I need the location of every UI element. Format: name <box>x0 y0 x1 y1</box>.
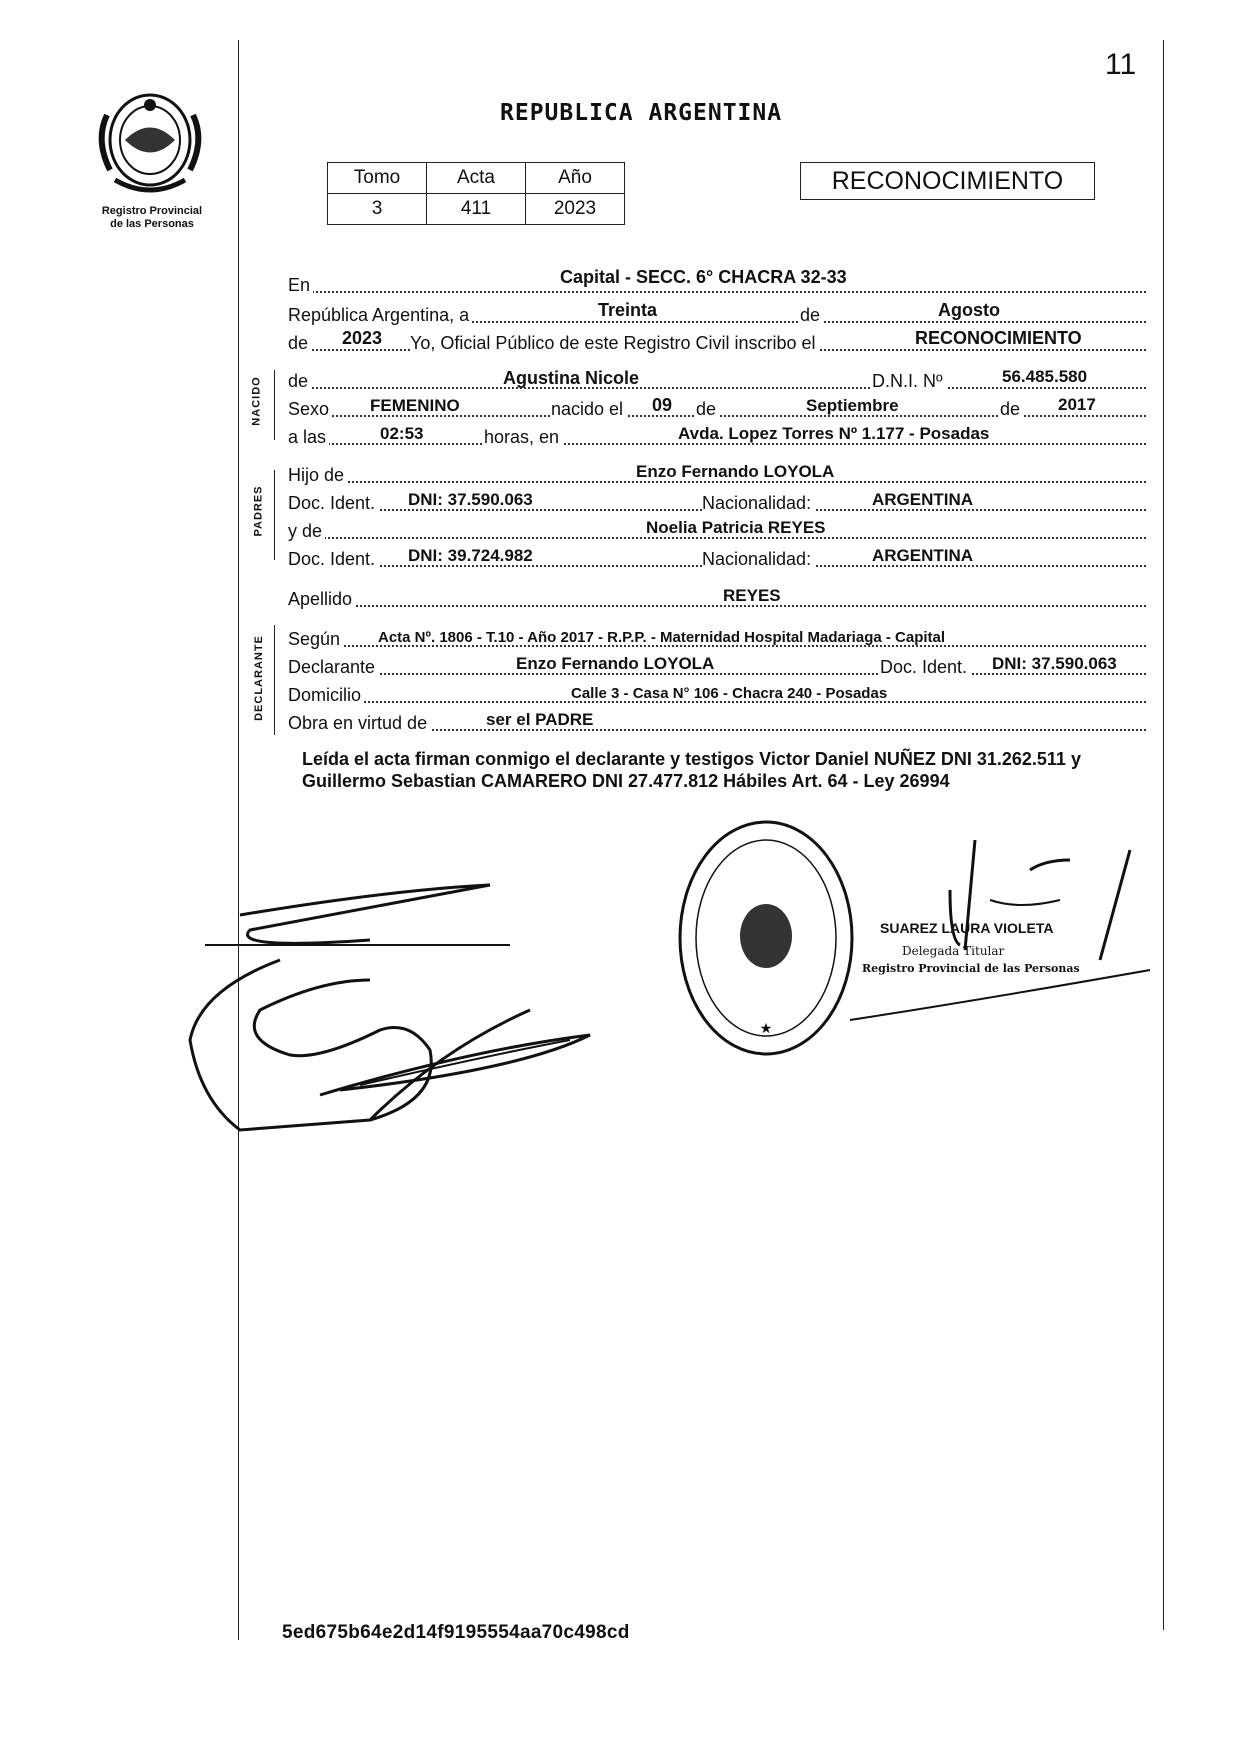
value-madre-doc: DNI: 39.724.982 <box>408 546 533 565</box>
row-padre <box>288 460 1146 486</box>
value-lugar-nac: Avda. Lopez Torres Nº 1.177 - Posadas <box>678 424 990 443</box>
value-dni: 56.485.580 <box>1002 367 1088 386</box>
officer-organization: Registro Provincial de las Personas <box>862 962 1080 975</box>
registry-value-anio: 2023 <box>526 194 625 225</box>
label-doc-ident-2: Doc. Ident. <box>288 549 378 570</box>
value-dia: Treinta <box>598 300 658 320</box>
label-de-mes-acta: de <box>800 305 823 326</box>
registry-header-anio: Año <box>526 163 625 194</box>
row-obra <box>288 708 1146 734</box>
row-fecha <box>288 300 1146 326</box>
row-lugar <box>288 267 1146 296</box>
record-type-box: RECONOCIMIENTO <box>800 162 1095 200</box>
value-madre: Noelia Patricia REYES <box>646 518 826 537</box>
svg-text:★: ★ <box>759 1021 773 1037</box>
value-madre-nac: ARGENTINA <box>872 546 974 565</box>
closing-note: Leída el acta firman conmigo el declarante y testigos Victor Daniel NUÑEZ DNI 31.262.511 y Guillermo Sebastian CAMARERO DNI 27.477.812 Hábiles Art. 64 - Ley 26994 <box>302 749 1081 791</box>
value-padre: Enzo Fernando LOYOLA <box>636 462 835 481</box>
row-hora <box>288 422 1146 448</box>
row-madre-doc <box>288 544 1146 570</box>
label-de-mes: de <box>696 399 719 420</box>
label-segun: Según <box>288 629 343 650</box>
registry-value-acta: 411 <box>427 194 526 225</box>
padres-section-line <box>274 470 275 560</box>
label-republica: República Argentina, a <box>288 305 472 326</box>
row-padre-doc <box>288 488 1146 514</box>
label-declarante: Declarante <box>288 657 378 678</box>
logo-caption-line2: de las Personas <box>110 218 194 230</box>
value-nac-anio: 2017 <box>1058 395 1096 414</box>
label-nacionalidad-2: Nacionalidad: <box>702 549 814 570</box>
row-madre <box>288 516 1146 542</box>
row-oficial <box>288 328 1146 354</box>
value-declarante-doc: DNI: 37.590.063 <box>992 654 1117 673</box>
document-title: REPUBLICA ARGENTINA <box>500 100 783 126</box>
value-sexo: FEMENINO <box>370 396 460 415</box>
label-sexo: Sexo <box>288 399 332 420</box>
value-nac-mes: Septiembre <box>806 396 899 415</box>
registry-header-acta: Acta <box>427 163 526 194</box>
value-segun: Acta Nº. 1806 - T.10 - Año 2017 - R.P.P. - Maternidad Hospital Madariaga - Capital <box>378 629 946 646</box>
province-emblem-logo <box>85 85 215 200</box>
side-label-padres: PADRES <box>252 485 265 537</box>
value-hora: 02:53 <box>380 424 424 443</box>
value-apellido: REYES <box>723 586 781 605</box>
row-apellido <box>288 584 1146 610</box>
label-doc-ident-3: Doc. Ident. <box>880 657 970 678</box>
value-mes: Agosto <box>938 300 1000 320</box>
declarante-section-line <box>274 625 275 735</box>
label-obra: Obra en virtud de <box>288 713 430 734</box>
label-de-anio-acta: de <box>288 333 311 354</box>
label-a-las: a las <box>288 427 329 448</box>
label-y-de: y de <box>288 521 325 542</box>
side-label-declarante: DECLARANTE <box>252 635 265 721</box>
value-anio: 2023 <box>342 328 383 348</box>
label-de-nombre: de <box>288 371 311 392</box>
officer-signature <box>830 830 1170 1050</box>
label-nacionalidad: Nacionalidad: <box>702 493 814 514</box>
nacido-section-line <box>274 370 275 440</box>
label-nacido-el: nacido el <box>551 399 626 420</box>
row-domicilio <box>288 680 1146 706</box>
registry-value-tomo: 3 <box>328 194 427 225</box>
label-de-anio: de <box>1000 399 1023 420</box>
value-domicilio: Calle 3 - Casa N° 106 - Chacra 240 - Posadas <box>571 685 888 702</box>
value-padre-nac: ARGENTINA <box>872 490 974 509</box>
label-apellido: Apellido <box>288 589 355 610</box>
value-lugar: Capital - SECC. 6° CHACRA 32-33 <box>560 267 847 287</box>
officer-name: SUAREZ LAURA VIOLETA <box>880 920 1054 936</box>
document-hash: 5ed675b64e2d14f9195554aa70c498cd <box>282 1622 630 1643</box>
value-declarante: Enzo Fernando LOYOLA <box>516 654 715 673</box>
left-margin-line <box>238 40 239 1640</box>
declarant-signature <box>170 870 730 1140</box>
label-hijo-de: Hijo de <box>288 465 347 486</box>
value-padre-doc: DNI: 37.590.063 <box>408 490 533 509</box>
label-dni: D.N.I. Nº <box>872 371 946 392</box>
row-segun <box>288 624 1146 650</box>
label-doc-ident: Doc. Ident. <box>288 493 378 514</box>
value-obra: ser el PADRE <box>486 710 594 729</box>
value-nac-dia: 09 <box>652 395 673 415</box>
registry-header-tomo: Tomo <box>328 163 427 194</box>
logo-caption-line1: Registro Provincial <box>101 205 203 217</box>
side-label-nacido: NACIDO <box>250 376 263 426</box>
label-domicilio: Domicilio <box>288 685 364 706</box>
page-number: 11 <box>1105 48 1137 81</box>
value-nombre: Agustina Nicole <box>503 368 640 388</box>
logo-caption <box>78 205 226 231</box>
row-nombre <box>288 366 1146 392</box>
row-declarante <box>288 652 1146 678</box>
value-acto: RECONOCIMIENTO <box>915 328 1082 348</box>
row-sexo <box>288 394 1146 420</box>
officer-role: Delegada Titular <box>902 944 1005 958</box>
label-horas-en: horas, en <box>484 427 562 448</box>
registry-table <box>327 162 625 225</box>
label-oficial: Yo, Oficial Público de este Registro Civil inscribo el <box>410 333 819 354</box>
label-en: En <box>288 275 313 296</box>
